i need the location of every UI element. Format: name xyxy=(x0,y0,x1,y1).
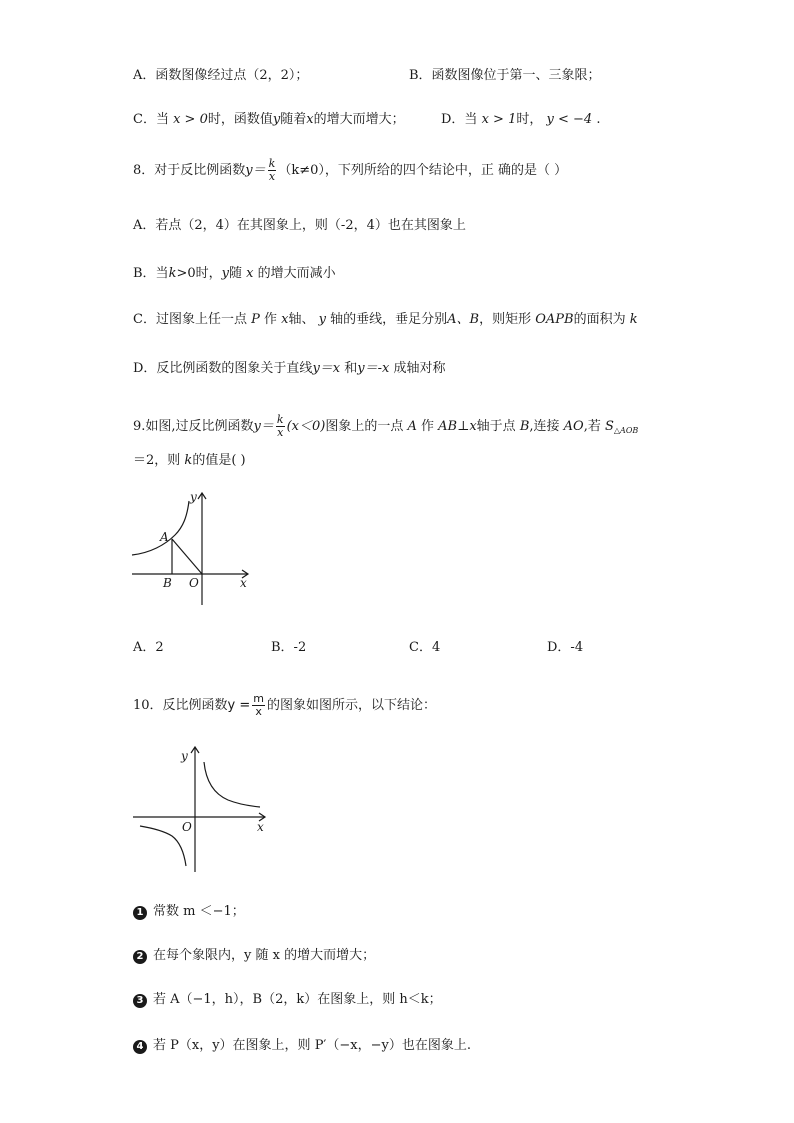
q10-item-2 xyxy=(133,947,375,965)
q9-stem-ab: AB⊥x xyxy=(438,419,477,434)
q10-fraction xyxy=(252,693,265,718)
q10-item-number: 2 xyxy=(133,950,147,964)
q10-item-text: 若 A（−1，h），B（2，k）在图象上，则 h＜k； xyxy=(153,992,442,1007)
q10-hyperbola-branch-q1 xyxy=(204,762,260,807)
q8-d-mid: 和 xyxy=(344,361,358,376)
q10-hyperbola-branch-q3 xyxy=(140,826,186,866)
q7-option-c xyxy=(133,111,405,129)
q9-hyperbola-branch xyxy=(132,501,189,555)
q10-item-number: 3 xyxy=(133,994,147,1008)
q8-c-ab: A、B xyxy=(447,312,480,327)
q9-option-d: D．-4 xyxy=(547,640,584,655)
q9-stem-mid4: ,连接 xyxy=(529,419,560,434)
q8-c-mid4: ，则矩形 xyxy=(479,312,532,327)
q10-item-1 xyxy=(133,903,245,921)
q9-fraction xyxy=(276,414,285,439)
q9-label-b: B xyxy=(163,576,172,590)
q10-stem-pre: 10．反比例函数 xyxy=(133,698,228,713)
q8-b-post: 的增大而减小 xyxy=(257,266,336,281)
q7-c-mid: 时，函数值 xyxy=(207,112,273,127)
q8-stem-y: y＝ xyxy=(245,163,266,178)
q7-d-cond: x > 1 xyxy=(481,112,517,127)
q9-stem-line2 xyxy=(133,452,246,470)
q8-fraction xyxy=(268,158,277,183)
q9-option-a: A．2 xyxy=(133,640,164,655)
q10-item-number: 4 xyxy=(133,1040,147,1054)
q10-item-3 xyxy=(133,991,442,1009)
q9-stem-b: B xyxy=(519,419,530,434)
q8-option-b xyxy=(133,265,336,283)
q10-item-text: 常数 m ＜−1； xyxy=(153,904,245,919)
q9-line2-k: k xyxy=(184,453,193,468)
q9-stem-sub: △AOB xyxy=(613,426,639,435)
q8-b-x: x xyxy=(246,266,254,281)
q8-c-y: y xyxy=(318,312,326,327)
q8-d-line2: y＝-x xyxy=(357,361,390,376)
q10-stem-y: y = xyxy=(227,698,251,713)
q9-option-b: B．-2 xyxy=(271,640,307,655)
q10-label-y: y xyxy=(181,749,188,763)
q8-c-mid3: 轴的垂线，垂足分别 xyxy=(330,312,448,327)
q8-d-line1: y＝x xyxy=(312,361,341,376)
q7-c-post: 的增大而增大； xyxy=(313,112,405,127)
q8-b-mid: >0时， xyxy=(176,266,222,281)
q9-stem-mid3: 轴于点 xyxy=(476,419,516,434)
q8-c-k: k xyxy=(629,312,638,327)
q10-label-x: x xyxy=(257,820,264,834)
q8-c-p: P xyxy=(251,312,260,327)
q8-stem-cond: （k≠0） xyxy=(278,163,325,178)
q7-d-res: y < −4 xyxy=(546,112,593,127)
q7-d-pre: D．当 xyxy=(441,112,478,127)
q8-option-a: A．若点（2，4）在其图象上，则（-2，4）也在其图象上 xyxy=(133,218,466,233)
q9-stem-mid2: 作 xyxy=(421,419,435,434)
q7-d-mid: 时， xyxy=(516,112,543,127)
q10-item-number: 1 xyxy=(133,906,147,920)
q9-stem-ao: AO xyxy=(563,419,584,434)
q9-label-x: x xyxy=(240,576,247,590)
q8-c-pre: C．过图象上任一点 xyxy=(133,312,247,327)
q8-stem-post: ，下列所给的四个结论中，正 确的是（ ） xyxy=(324,163,568,178)
q9-option-c: C．4 xyxy=(409,640,441,655)
q8-frac-num: k xyxy=(268,157,276,170)
q8-b-pre: B．当 xyxy=(133,266,169,281)
q10-frac-num: m xyxy=(253,692,264,705)
q8-c-mid5: 的面积为 xyxy=(573,312,626,327)
q9-stem-pre: 9.如图,过反比例函数 xyxy=(133,419,254,434)
q7-c-y: y xyxy=(272,112,281,127)
q9-stem-mid5: ,若 xyxy=(583,419,601,434)
q9-stem-a: A xyxy=(407,419,417,434)
q9-figure xyxy=(120,485,260,615)
q8-b-y: y xyxy=(221,266,229,281)
q10-stem xyxy=(133,693,436,718)
q10-figure xyxy=(128,742,276,877)
q8-option-d xyxy=(133,360,446,378)
q9-segment-ao xyxy=(172,539,202,574)
q8-b-k: k xyxy=(168,266,177,281)
q8-c-mid: 作 xyxy=(263,312,277,327)
q8-d-pre: D．反比例函数的图象关于直线 xyxy=(133,361,313,376)
q7-option-a: A．函数图像经过点（2，2）； xyxy=(133,68,309,83)
q8-option-c xyxy=(133,311,638,329)
q10-label-o: O xyxy=(182,820,192,834)
q8-stem xyxy=(133,158,567,183)
q9-stem-mid: 图象上的一点 xyxy=(325,419,404,434)
q9-line2-post: 的值是( ) xyxy=(192,453,246,468)
q9-stem-cond: (x＜0) xyxy=(286,419,326,434)
q8-frac-den: x xyxy=(268,170,276,183)
q9-line2-pre: ＝2，则 xyxy=(133,453,181,468)
q10-item-text: 在每个象限内，y 随 x 的增大而增大； xyxy=(153,948,376,963)
q10-item-4 xyxy=(133,1037,471,1055)
q10-stem-post: 的图象如图所示，以下结论： xyxy=(266,698,436,713)
q7-c-cond: x > 0 xyxy=(173,112,208,127)
q9-label-y: y xyxy=(190,490,197,504)
q9-frac-num: k xyxy=(276,413,284,426)
q7-option-d xyxy=(441,111,600,129)
q8-stem-pre: 8．对于反比例函数 xyxy=(133,163,246,178)
q10-frac-den: x xyxy=(255,705,262,718)
q9-label-o: O xyxy=(189,576,199,590)
q8-b-mid2: 随 xyxy=(228,266,242,281)
q7-c-mid2: 随着 xyxy=(280,112,307,127)
q8-c-x: x xyxy=(281,312,289,327)
q7-c-pre: C．当 xyxy=(133,112,169,127)
q10-item-text: 若 P（x，y）在图象上，则 P′（−x，−y）也在图象上. xyxy=(153,1038,471,1053)
q7-d-post: . xyxy=(596,112,601,127)
q7-option-b: B．函数图像位于第一、三象限； xyxy=(409,68,601,83)
q9-stem-s: S xyxy=(605,419,614,434)
q9-label-a: A xyxy=(160,530,169,544)
q8-c-mid2: 轴、 xyxy=(288,312,315,327)
q8-c-oapb: OAPB xyxy=(535,312,574,327)
q8-d-post: 成轴对称 xyxy=(393,361,446,376)
q7-c-x: x xyxy=(306,112,314,127)
q9-stem-y: y＝ xyxy=(253,419,274,434)
q9-stem xyxy=(133,414,638,440)
q9-frac-den: x xyxy=(277,426,284,439)
